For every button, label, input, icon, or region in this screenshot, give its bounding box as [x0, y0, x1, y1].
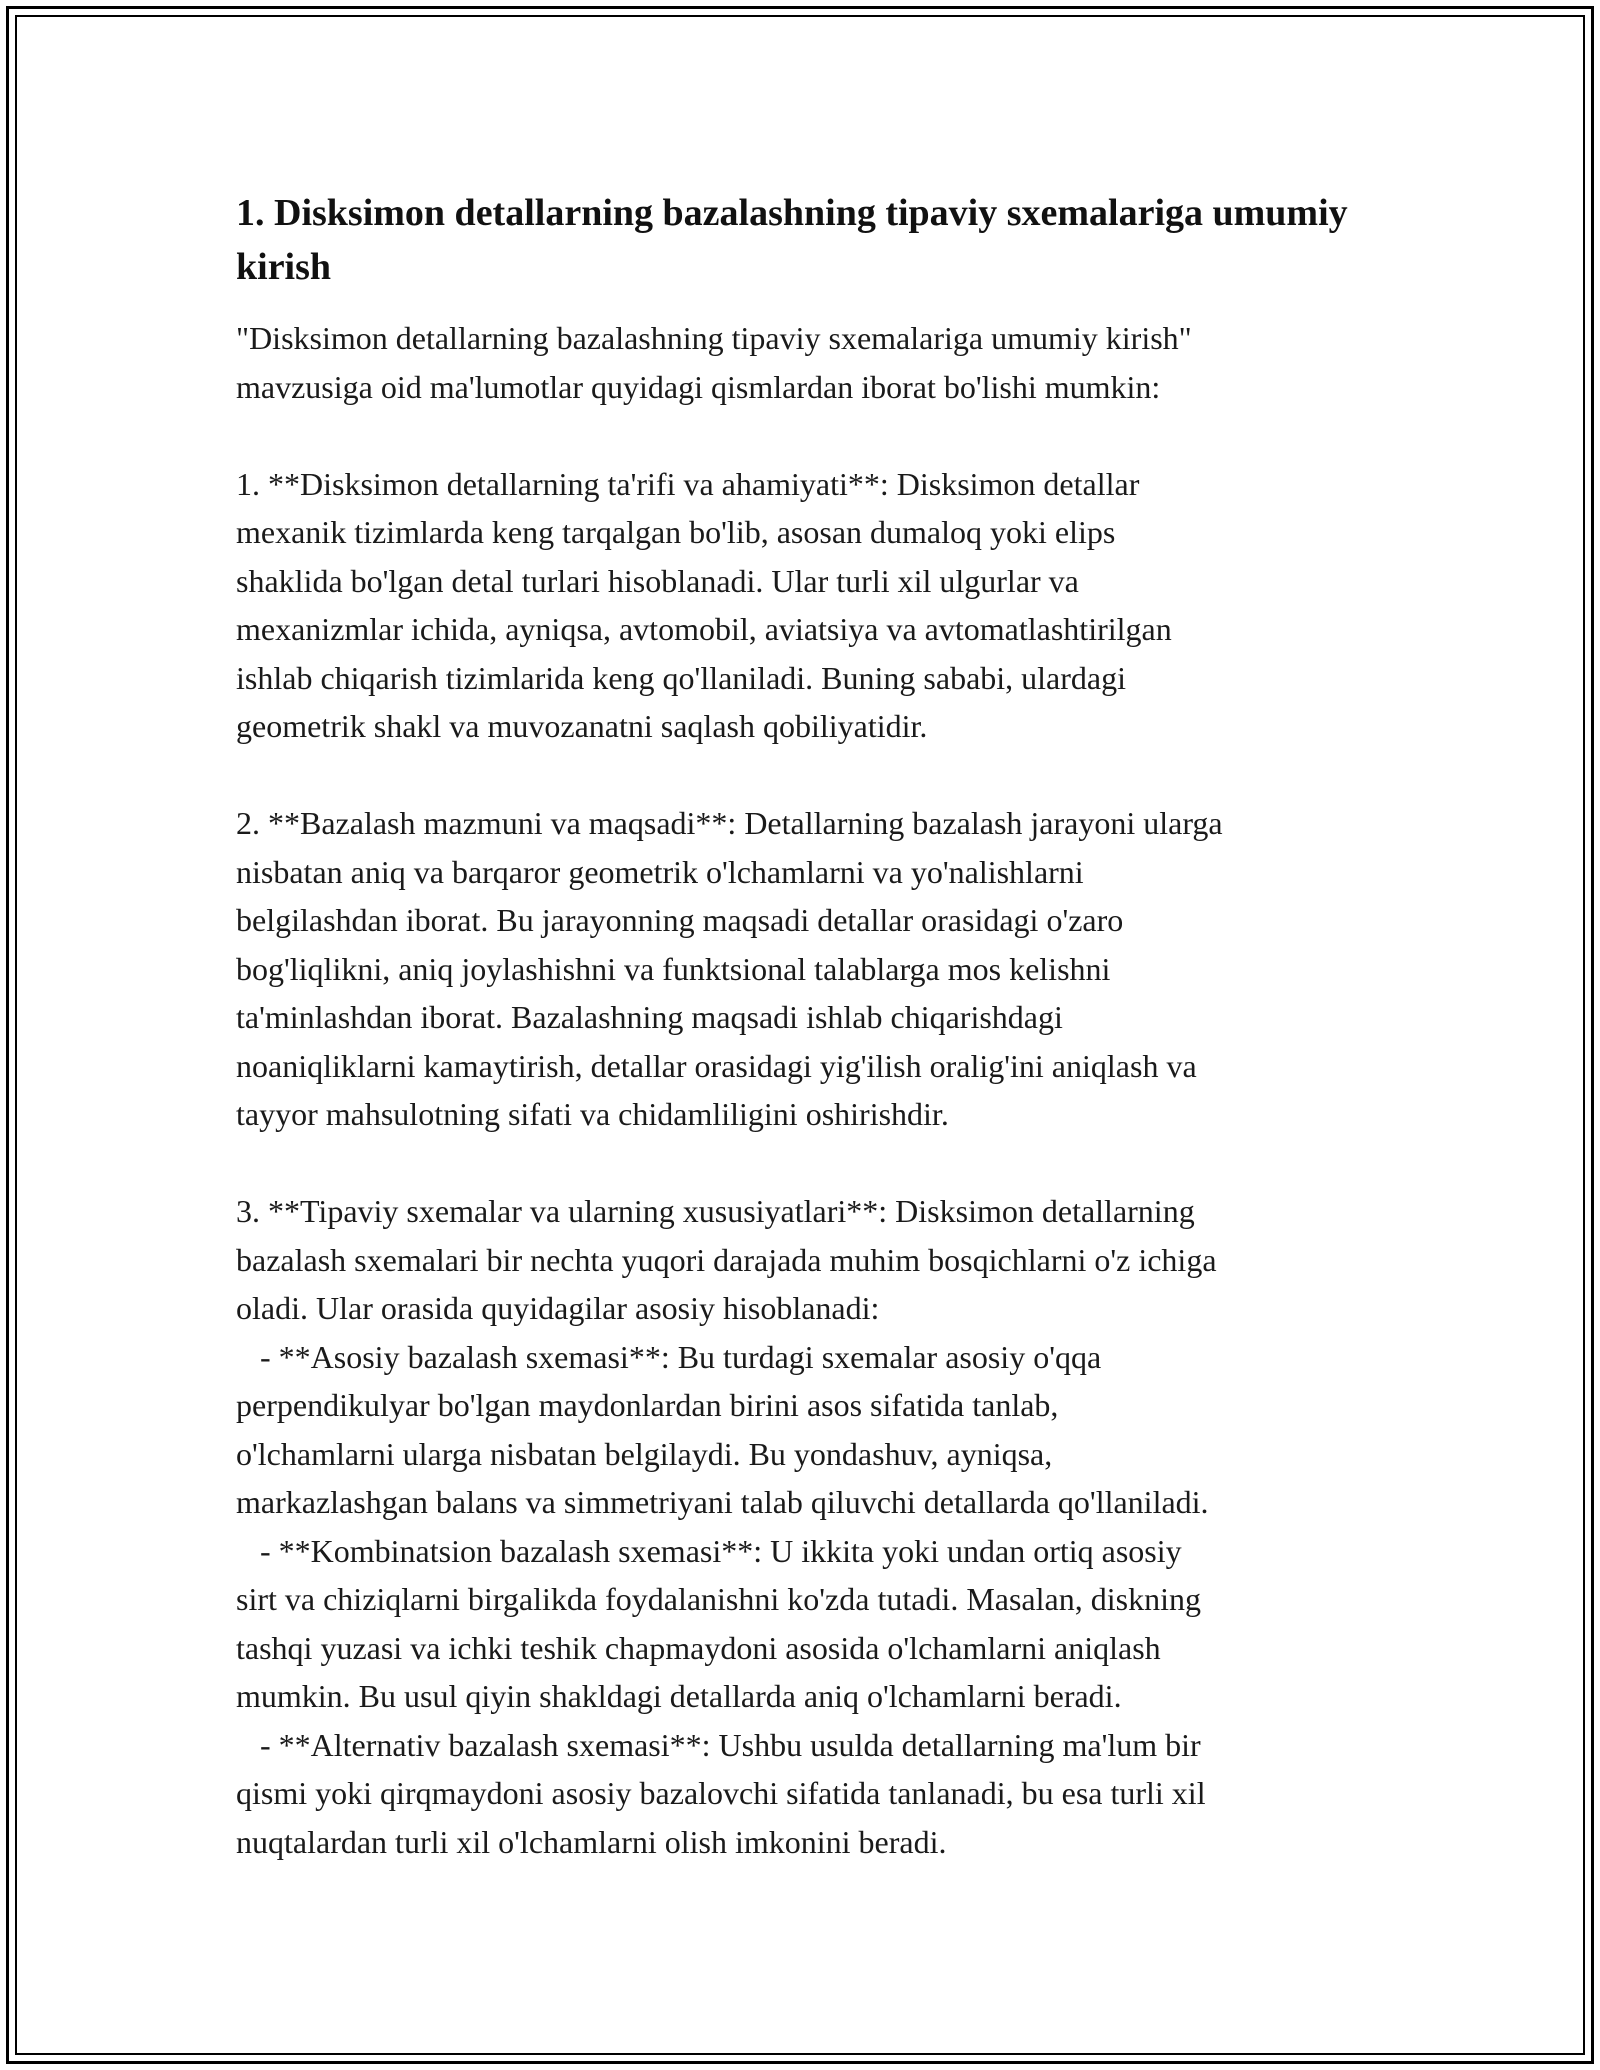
document-body: "Disksimon detallarning bazalashning tipaviy sxemalariga umumiy kirish" mavzusiga oid ma'lumotlar quyidagi qismlardan iborat bo'lishi mumkin: 1. **Disksimon detallarning ta'rifi va ahamiyati**: Disksimon detallar mexanik tizimlarda keng tarqalgan bo'lib, asosan dumaloq yoki elips shaklida bo'lgan detal turlari hisoblanadi. Ular turli xil ulgurlar va mexanizmlar ichida, ayniqsa, avtomobil, aviatsiya va avtomatlashtirilgan ishlab chiqarish tizimlarida keng qo'llaniladi. Buning sababi, ulardagi geometrik shakl va muvozanatni saqlash qobiliyatidir. 2. **Bazalash mazmuni va maqsadi**: Detallarning bazalash jarayoni ularga nisbatan aniq va barqaror geometrik o'lchamlarni va yo'nalishlarni belgilashdan iborat. Bu jarayonning maqsadi detallar orasidagi o'zaro bog'liqlikni, aniq joylashishni va funktsional talablarga mos kelishni ta'minlashdan iborat. Bazalashning maqsadi ishlab chiqarishdagi noaniqliklarni kamaytirish, detallar orasidagi yig'ilish oralig'ini aniqlash va tayyor mahsulotning sifati va chidamliligini oshirishdir. 3. **Tipaviy sxemalar va ularning xususiyatlari**: Disksimon detallarning bazalash sxemalari bir nechta yuqori darajada muhim bosqichlarni o'z ichiga oladi. Ular orasida quyidagilar asosiy hisoblanadi: - **Asosiy bazalash sxemasi**: Bu turdagi sxemalar asosiy o'qqa perpendikulyar bo'lgan maydonlardan birini asos sifatida tanlab, o'lchamlarni ularga nisbatan belgilaydi. Bu yondashuv, ayniqsa, markazlashgan balans va simmetriyani talab qiluvchi detallarda qo'llaniladi. - **Kombinatsion bazalash sxemasi**: U ikkita yoki undan ortiq asosiy sirt va chiziqlarni birgalikda foydalanishni ko'zda tutadi. Masalan, diskning tashqi yuzasi va ichki teshik chapmaydoni asosida o'lchamlarni aniqlash mumkin. Bu usul qiyin shakldagi detallarda aniq o'lchamlarni beradi. - **Alternativ bazalash sxemasi**: Ushbu usulda detallarning ma'lum bir qismi yoki qirqmaydoni asosiy bazalovchi sifatida tanlanadi, bu esa turli xil nuqtalardan turli xil o'lchamlarni olish imkonini beradi.: [236, 320, 1223, 1860]
document-content: [236, 186, 1376, 1866]
page-title: 1. Disksimon detallarning bazalashning tipaviy sxemalariga umumiy kirish: [236, 192, 1348, 288]
